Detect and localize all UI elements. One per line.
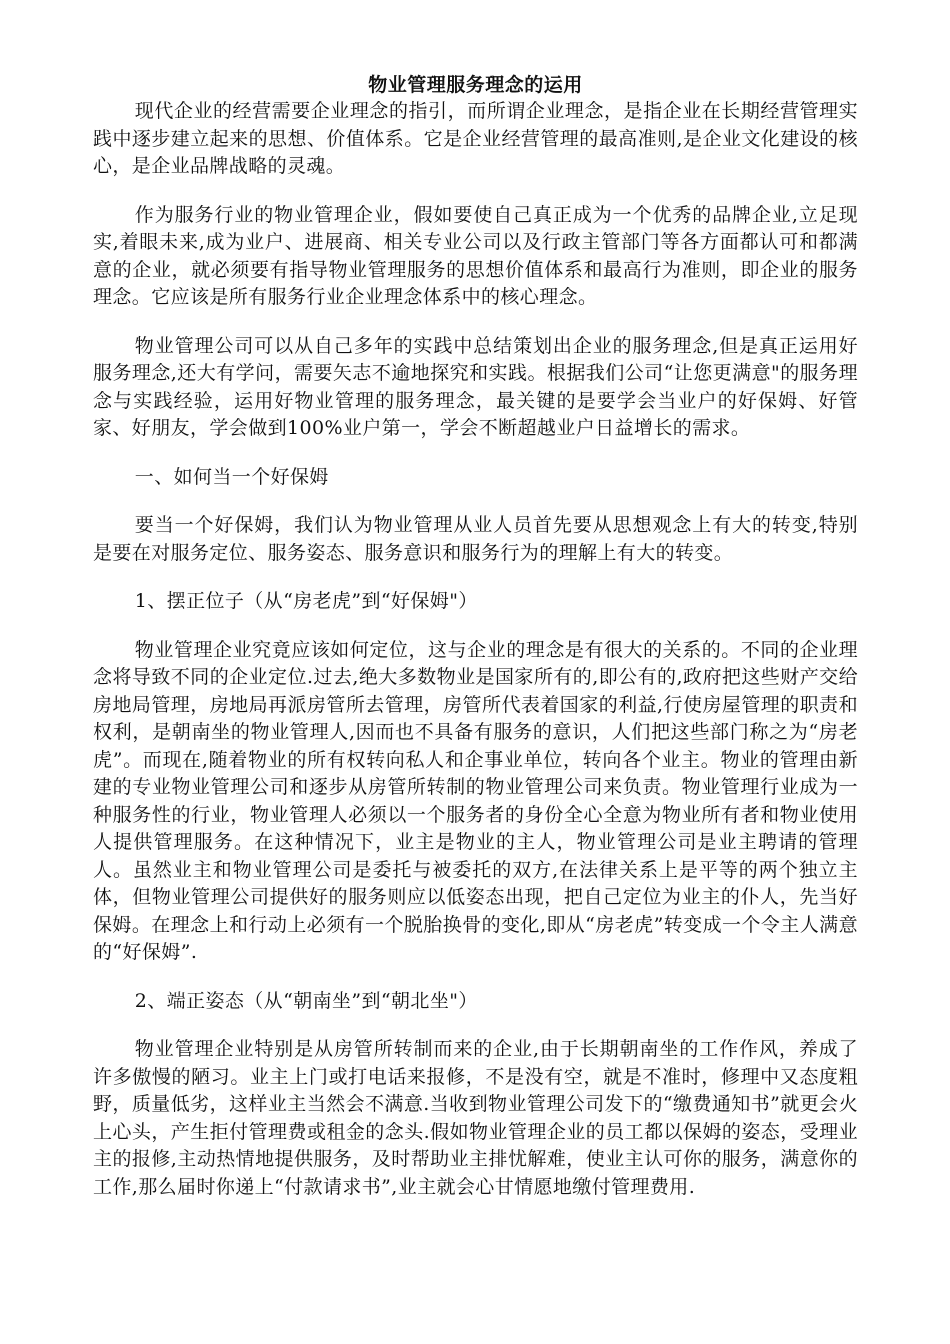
document-title: 物业管理服务理念的运用 xyxy=(368,74,583,96)
paragraph-3: 物业管理公司可以从自己多年的实践中总结策划出企业的服务理念,但是真正运用好服务理念,还大有学问，需要矢志不逾地探究和实践。根据我们公司“让您更满意"的服务理念与实践经验，运用好物业管理的服务理念，最关键的是要学会当业户的好保姆、好管家、好朋友，学会做到100%业户第一，学会不断超越业户日益增长的需求。 xyxy=(93,334,858,439)
paragraph-4: 要当一个好保姆，我们认为物业管理从业人员首先要从思想观念上有大的转变,特别是要在对服务定位、服务姿态、服务意识和服务行为的理解上有大的转变。 xyxy=(93,514,858,564)
paragraph-6: 物业管理企业特别是从房管所转制而来的企业,由于长期朝南坐的工作作风，养成了许多傲慢的陋习。业主上门或打电话来报修，不是没有空，就是不准时，修理中又态度粗野，质量低劣，这样业主当然会不满意.当收到物业管理公司发下的“缴费通知书”就更会火上心头，产生拒付管理费或租金的念头.假如物业管理企业的员工都以保姆的姿态，受理业主的报修,主动热情地提供服务，及时帮助业主排忧解难，使业主认可你的服务，满意你的工作,那么届时你递上“付款请求书”,业主就会心甘情愿地缴付管理费用. xyxy=(93,1038,858,1198)
subsection-heading-1: 1、摆正位子（从“房老虎”到“好保姆"） xyxy=(134,590,478,612)
paragraph-2: 作为服务行业的物业管理企业，假如要使自己真正成为一个优秀的品牌企业,立足现实,着眼未来,成为业户、进展商、相关专业公司以及行政主管部门等各方面都认可和都满意的企业，就必须要有指导物业管理服务的思想价值体系和最高行为准则，即企业的服务理念。它应该是所有服务行业企业理念体系中的核心理念。 xyxy=(93,203,858,308)
subsection-heading-2: 2、端正姿态（从“朝南坐”到“朝北坐"） xyxy=(134,989,478,1012)
paragraph-5: 物业管理企业究竟应该如何定位，这与企业的理念是有很大的关系的。不同的企业理念将导致不同的企业定位.过去,绝大多数物业是国家所有的,即公有的,政府把这些财产交给房地局管理，房地局再派房管所去管理，房管所代表着国家的利益,行使房屋管理的职责和权利，是朝南坐的物业管理人,因而也不具备有服务的意识，人们把这些部门称之为“房老虎”。而现在,随着物业的所有权转向私人和企事业单位，转向各个业主。物业的管理由新建的专业物业管理公司和逐步从房管所转制的物业管理公司来负责。物业管理行业成为一种服务性的行业，物业管理人必须以一个服务者的身份全心全意为物业所有者和物业使用人提供管理服务。在这种情况下，业主是物业的主人，物业管理公司是业主聘请的管理人。虽然业主和物业管理公司是委托与被委托的双方,在法律关系上是平等的两个独立主体，但物业管理公司提供好的服务则应以低姿态出现，把自己定位为业主的仆人，先当好保姆。在理念上和行动上必须有一个脱胎换骨的变化,即从“房老虎”转变成一个令主人满意的“好保姆”. xyxy=(93,638,858,963)
document-page xyxy=(93,72,858,1201)
section-heading-1: 一、如何当一个好保姆 xyxy=(134,465,329,488)
intro-paragraph: 现代企业的经营需要企业理念的指引，而所谓企业理念，是指企业在长期经营管理实践中逐步建立起来的思想、价值体系。它是企业经营管理的最高准则,是企业文化建设的核心，是企业品牌战略的灵魂。 xyxy=(93,100,858,177)
